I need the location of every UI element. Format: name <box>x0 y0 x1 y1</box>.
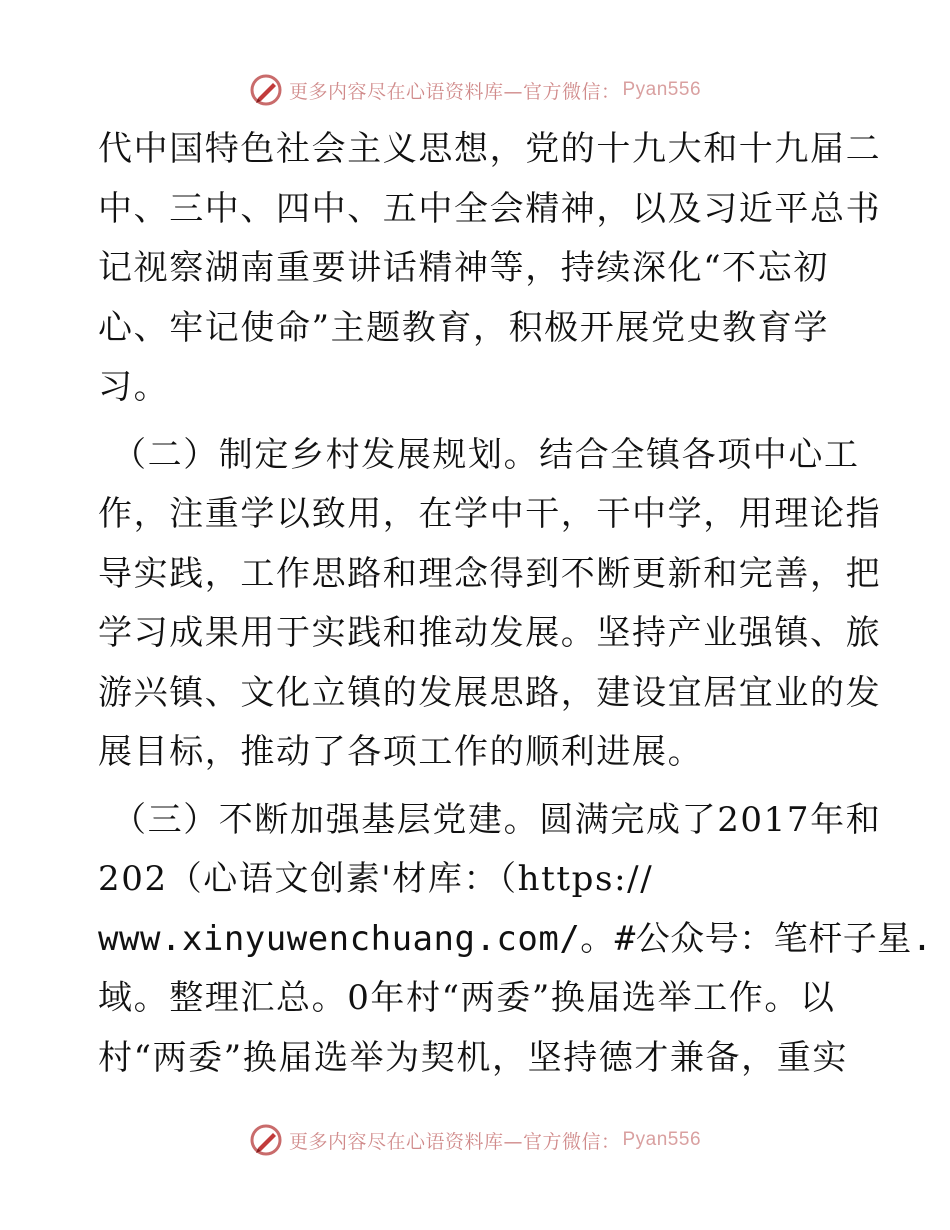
watermark-text: 更多内容尽在心语资料库—官方微信： <box>288 1130 621 1153</box>
text-line: 村“两委”换届选举为契机，坚持德才兼备，重实 <box>98 1037 848 1078</box>
watermark-text: 更多内容尽在心语资料库—官方微信： <box>288 80 621 103</box>
text-line: 导实践，工作思路和理念得到不断更新和完善，把 <box>98 553 882 594</box>
text-line: 游兴镇、文化立镇的发展思路，建设宜居宜业的发 <box>98 672 882 713</box>
text-line: （二）制定乡村发展规划。结合全镇各项中心工 <box>112 434 860 475</box>
text-line: 代中国特色社会主义思想，党的十九大和十九届二 <box>98 129 882 169</box>
text-line: 中、三中、四中、五中全会精神，以及习近平总书 <box>98 188 882 229</box>
footer-watermark <box>0 1120 950 1160</box>
text-line: 学习成果用于实践和推动发展。坚持产业强镇、旅 <box>98 613 882 653</box>
pen-logo-icon <box>249 73 283 107</box>
header-watermark <box>0 70 950 110</box>
text-line: 心、牢记使命”主题教育，积极开展党史教育学 <box>98 307 829 348</box>
text-line: 记视察湖南重要讲话精神等，持续深化“不忘初 <box>98 248 829 288</box>
watermark-wechat-id: Pyan556 <box>622 79 702 100</box>
text-line: www.xinyuwenchuang.com/。#公众号：笔杆子星. <box>98 918 933 959</box>
paragraph-study <box>98 120 882 418</box>
text-line: 作，注重学以致用，在学中干，干中学，用理论指 <box>98 494 882 534</box>
paragraph-party-building <box>98 791 933 1089</box>
watermark-wechat-id: Pyan556 <box>622 1129 702 1150</box>
text-line: 202（心语文创素'材库：（https:// <box>98 859 654 899</box>
text-line: （三）不断加强基层党建。圆满完成了2017年和 <box>112 799 882 840</box>
paragraph-rural-planning <box>98 426 882 783</box>
text-line: 习。 <box>98 367 170 407</box>
document-body <box>98 120 933 1088</box>
pen-logo-icon <box>249 1123 283 1157</box>
text-line: 展目标，推动了各项工作的顺利进展。 <box>98 732 704 772</box>
text-line: 域。整理汇总。0年村“两委”换届选举工作。以 <box>98 978 836 1018</box>
